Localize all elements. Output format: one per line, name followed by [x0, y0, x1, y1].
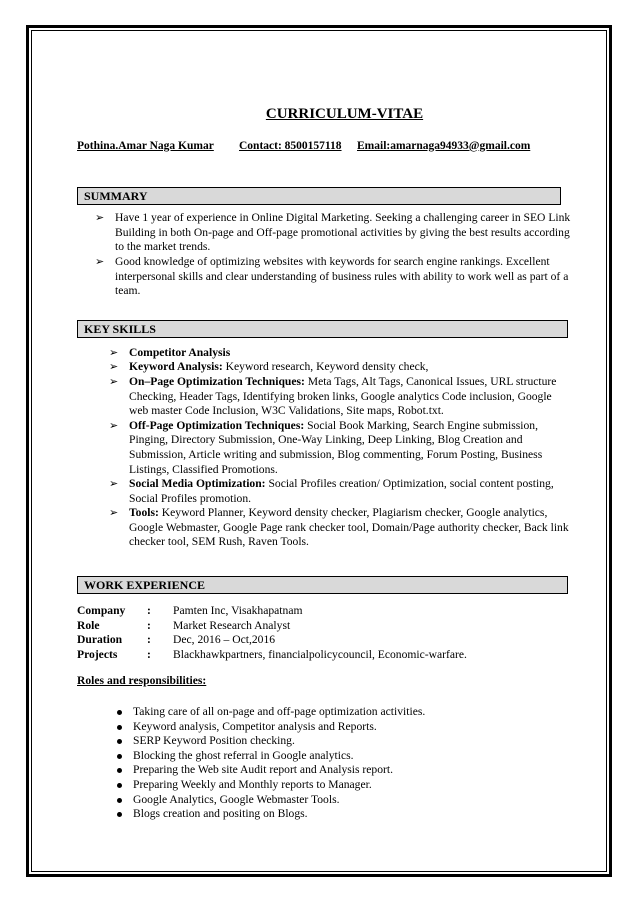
role-item: Keyword analysis, Competitor analysis and Reports.: [77, 720, 572, 735]
role-item: SERP Keyword Position checking.: [77, 734, 572, 749]
skill-item: ➢ Competitor Analysis: [109, 345, 231, 359]
skill-item: ➢ Tools: Keyword Planner, Keyword density checker, Plagiarism checker, Google analytics, Google Webmaster, Google Page rank checker tool, Domain/Page authority checker, Back link checker tool, SEM Rush, Raven Tools.: [109, 506, 569, 549]
skill-item: ➢ Keyword Analysis: Keyword research, Keyword density check,: [109, 360, 429, 374]
role-item: Blogs creation and positing on Blogs.: [77, 807, 572, 822]
skill-item: ➢ Social Media Optimization: Social Profiles creation/ Optimization, social content posting, Social Profiles promotion.: [109, 477, 554, 505]
roles-heading: Roles and responsibilities:: [77, 674, 207, 688]
role-item: Preparing the Web site Audit report and Analysis report.: [77, 763, 572, 778]
key-skills-heading: KEY SKILLS: [77, 320, 568, 338]
work-experience-heading: WORK EXPERIENCE: [77, 576, 568, 594]
arrow-bullet-icon: ➢: [95, 255, 105, 268]
arrow-bullet-icon: ➢: [109, 361, 119, 374]
info-key: Projects: [77, 647, 118, 661]
work-info: [77, 604, 572, 662]
arrow-bullet-icon: ➢: [95, 212, 105, 225]
info-value: Blackhawkpartners, financialpolicycouncil, Economic-warfare.: [173, 647, 467, 661]
summary-item: ➢ Have 1 year of experience in Online Digital Marketing. Seeking a challenging career in SEO Link Building in both On-page and Off-page promotional activities by giving the best results according to the market trends.: [95, 211, 571, 254]
summary-heading: SUMMARY: [77, 187, 561, 205]
info-value: Market Research Analyst: [173, 618, 291, 632]
key-skills-list: [77, 346, 572, 550]
resume-content: [77, 107, 572, 822]
contact-phone: Contact: 8500157118: [239, 139, 342, 152]
role-item: Blocking the ghost referral in Google analytics.: [77, 749, 572, 764]
role-item: Preparing Weekly and Monthly reports to Manager.: [77, 778, 572, 793]
skill-item: ➢ On–Page Optimization Techniques: Meta Tags, Alt Tags, Canonical Issues, URL structure Checking, Header Tags, Identifying broken links, Google analytics Code inclusion, Google web master Code Inclusion, W3C Validations, Site maps, Robot.txt.: [109, 374, 557, 418]
role-item: Google Analytics, Google Webmaster Tools.: [77, 793, 572, 808]
role-item: Taking care of all on-page and off-page optimization activities.: [77, 705, 572, 720]
candidate-name: Pothina.Amar Naga Kumar: [77, 139, 214, 152]
arrow-bullet-icon: ➢: [109, 478, 119, 491]
info-sep: :: [147, 647, 151, 661]
document-title: CURRICULUM-VITAE: [265, 106, 424, 122]
contact-email: Email:amarnaga94933@gmail.com: [357, 139, 531, 152]
arrow-bullet-icon: ➢: [109, 507, 119, 520]
arrow-bullet-icon: ➢: [109, 346, 119, 359]
info-value: Pamten Inc, Visakhapatnam: [173, 604, 303, 618]
info-sep: :: [147, 633, 151, 647]
contact-row: [77, 139, 572, 154]
info-key: Duration: [77, 633, 123, 647]
info-sep: :: [147, 604, 151, 618]
summary-item: ➢ Good knowledge of optimizing websites with keywords for search engine rankings. Excellent interpersonal skills and clear understanding of business rules with ability to work well as part of a team.: [95, 254, 569, 298]
info-sep: :: [147, 618, 151, 632]
info-key: Company: [77, 604, 126, 618]
summary-list: [77, 211, 572, 299]
info-key: Role: [77, 618, 100, 632]
skill-item: ➢ Off-Page Optimization Techniques: Social Book Marking, Search Engine submission, Pinging, Directory Submission, One-Way Linking, Deep Linking, Blog Creation and Submission, Article writing and submission, Blog commenting, Forum Posting, Business Listings, Classified Promotions.: [109, 418, 543, 476]
roles-list: [77, 705, 572, 822]
arrow-bullet-icon: ➢: [109, 419, 119, 432]
arrow-bullet-icon: ➢: [109, 375, 119, 388]
info-value: Dec, 2016 – Oct,2016: [173, 633, 276, 647]
